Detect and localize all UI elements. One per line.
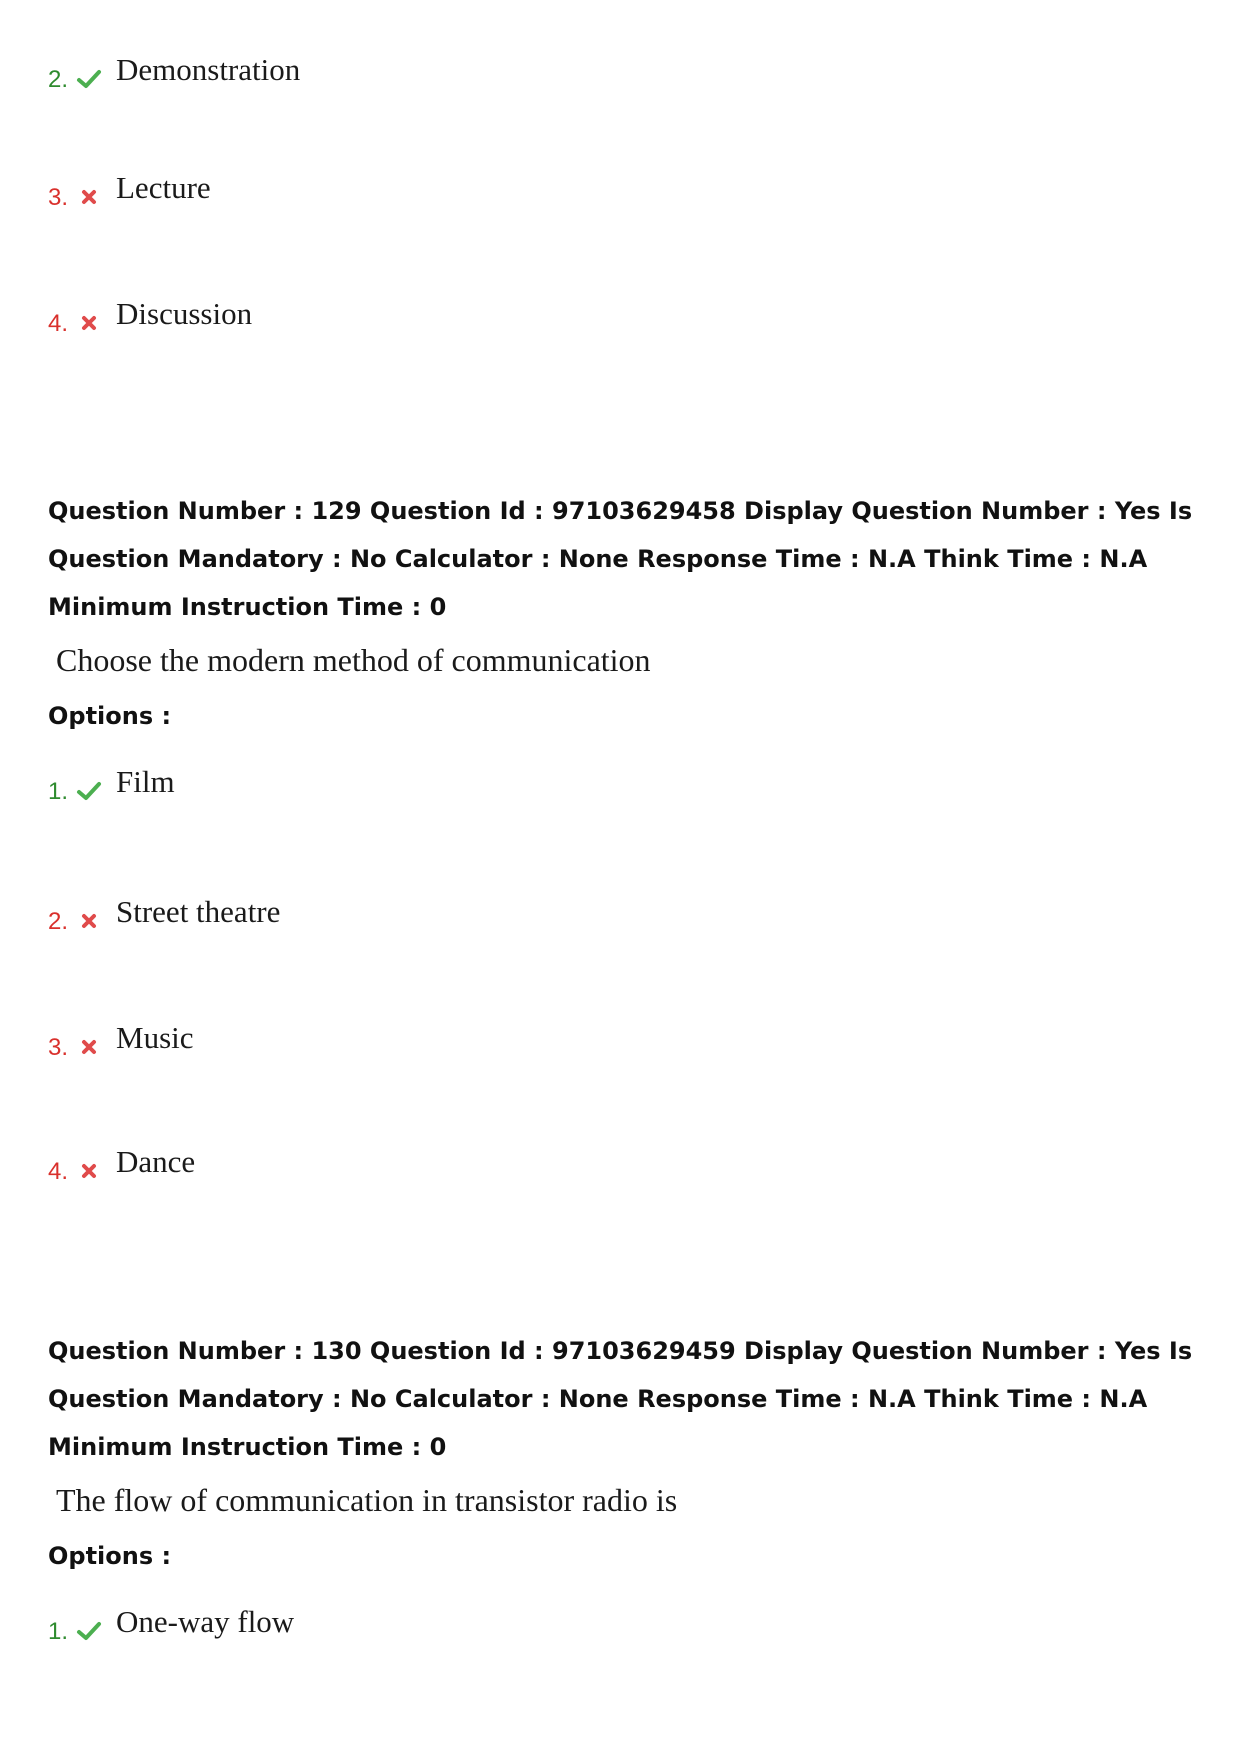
option-number: 4. (48, 1158, 69, 1185)
option-text: Lecture (116, 170, 211, 205)
options-label: Options : (48, 702, 172, 730)
option-text: Film (116, 764, 175, 799)
option-text: Discussion (116, 296, 253, 331)
cross-icon (76, 908, 102, 934)
option-text: Music (116, 1020, 194, 1055)
check-icon (76, 778, 102, 804)
cross-icon (76, 1034, 102, 1060)
check-icon (76, 66, 102, 92)
option-text: Demonstration (116, 52, 301, 87)
option-number: 4. (48, 310, 69, 337)
option-item (48, 764, 175, 824)
option-item (48, 296, 252, 356)
option-item (48, 52, 300, 112)
option-number: 3. (48, 184, 69, 211)
option-text: Dance (116, 1144, 196, 1179)
options-label: Options : (48, 1542, 172, 1570)
option-number: 3. (48, 1034, 69, 1061)
option-item (48, 1144, 195, 1204)
option-text: Street theatre (116, 894, 281, 929)
question-header: Question Number : 129 Question Id : 97103629458 Display Question Number : Yes Is Question Mandatory : No Calculator : None Response Time : N.A Think Time : N.A Minimum Instruction Time : 0 (48, 497, 1193, 621)
option-item (48, 1020, 194, 1080)
cross-icon (76, 1158, 102, 1184)
question-text: The flow of communication in transistor radio is (56, 1482, 678, 1518)
check-icon (76, 1618, 102, 1644)
option-number: 2. (48, 908, 69, 935)
cross-icon (76, 310, 102, 336)
cross-icon (76, 184, 102, 210)
question-text: Choose the modern method of communication (56, 642, 651, 678)
question-header: Question Number : 130 Question Id : 97103629459 Display Question Number : Yes Is Question Mandatory : No Calculator : None Response Time : N.A Think Time : N.A Minimum Instruction Time : 0 (48, 1337, 1193, 1461)
option-number: 1. (48, 778, 69, 805)
option-item (48, 170, 211, 230)
option-text: One-way flow (116, 1604, 295, 1639)
option-number: 1. (48, 1618, 69, 1645)
option-number: 2. (48, 66, 69, 93)
option-item (48, 894, 280, 954)
option-item (48, 1604, 294, 1664)
